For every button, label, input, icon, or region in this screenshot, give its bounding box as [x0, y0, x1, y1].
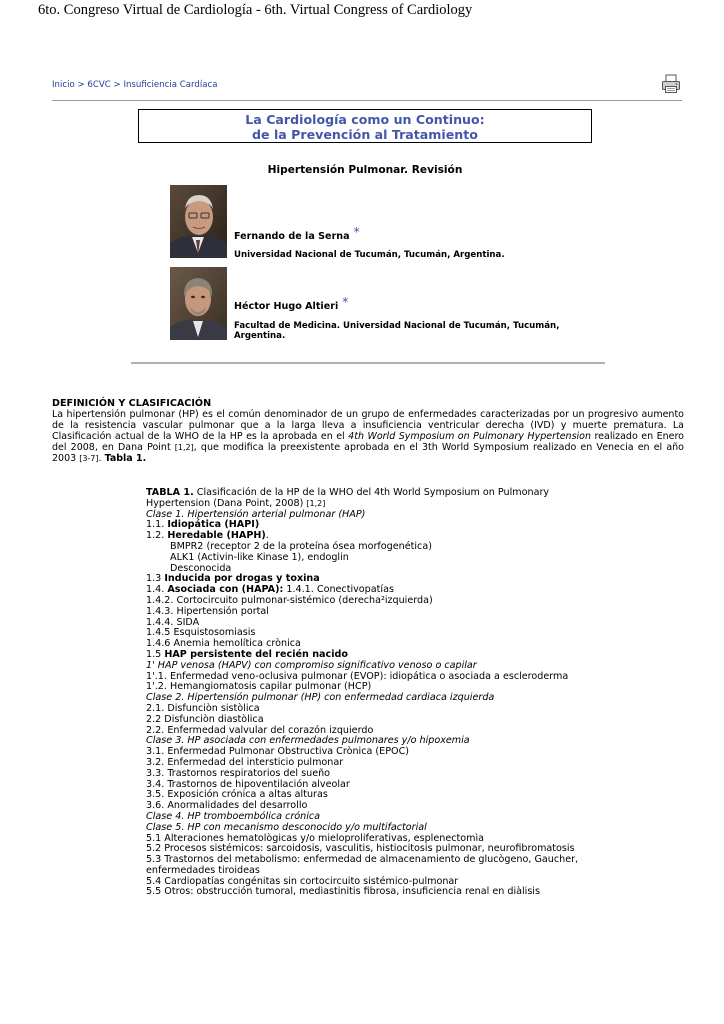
table-caption-text: Clasificación de la HP de la WHO del 4th World Symposium on Pulmonary Hypertension (Dana Point, 2008) [146, 487, 550, 509]
table-line-text: HAP persistente del recién nacido [164, 648, 348, 660]
table-line: 2.2 Disfunciòn diastòlica [146, 713, 264, 725]
authors-divider [131, 362, 605, 364]
table-line: 1'.2. Hemangiomatosis capilar pulmonar (HCP) [146, 681, 372, 693]
table-line: 1.4.5 Esquistosomiasis [146, 627, 256, 639]
table-line: 3.1. Enfermedad Pulmonar Obstructiva Crònica (EPOC) [146, 746, 410, 758]
table-line: 5.4 Cardiopatías congénitas sin cortocircuito sistémico-pulmonar [146, 875, 459, 887]
table-line: 2.2. Enfermedad valvular del corazón izquierdo [146, 724, 374, 736]
breadcrumb-section-link[interactable]: Insuficiencia Cardíaca [123, 80, 218, 90]
table-line-text: Asociada con (HAPA): [167, 584, 284, 596]
table-line: 5.3 Trastornos del metabolismo: enfermedad de almacenamiento de glucògeno, Gaucher, enfermedades tiroideas [146, 854, 579, 876]
table-line: Clase 4. HP tromboembólica crónica [146, 810, 321, 822]
intro-text: realizado en Enero del 2008, en Dana Point [52, 431, 684, 453]
congress-banner [138, 109, 592, 143]
table-line: Clase 2. Hipertensión pulmonar (HP) con enfermedad cardiaca izquierda [146, 692, 495, 704]
intro-paragraph [52, 409, 684, 464]
author-name-text: Héctor Hugo Altieri [234, 301, 339, 312]
section-heading: DEFINICIÓN Y CLASIFICACIÓN [52, 398, 212, 409]
table-line: Clase 3. HP asociada con enfermedades pulmonares y/o hipoxemia [146, 735, 470, 747]
table-line: Desconocida [170, 562, 232, 574]
banner-line-2: de la Prevención al Tratamiento [252, 127, 478, 142]
intro-emphasis: 4th World Symposium on Pulmonary Hypertension [348, 431, 591, 442]
intro-text: La hipertensión pulmonar (HP) es el común denominador de un grupo de enfermedades caracterizadas por un progresivo aumento de la resistencia vascular pulmonar que a la larga lleva a insuficiencia ventricular derecha (IVD) y muerte prematura. La Clasificación actual de la WHO de la HP es la aprobada en el [52, 409, 684, 442]
citation-ref[interactable]: [1,2] [174, 443, 194, 452]
citation-ref[interactable]: [3-7] [79, 454, 99, 463]
table-line: 2.1. Disfunciòn sistòlica [146, 702, 260, 714]
table-line-number: 1.2. [146, 530, 168, 542]
author-photo [170, 267, 227, 340]
article-title: Hipertensión Pulmonar. Revisión [267, 164, 463, 176]
author-name-text: Fernando de la Serna [234, 231, 350, 242]
author-footnote-marker[interactable]: * [342, 295, 349, 309]
intro-text: , que modifica la preexistente aprobada en el 3th World Symposium realizado en Venecia en el año 2003 [52, 442, 684, 464]
citation-ref[interactable]: [1,2] [306, 498, 326, 508]
breadcrumb-congress-link[interactable]: 6CVC [87, 80, 111, 90]
table-line-text: . [265, 530, 269, 542]
table-line-text: Heredable (HAPH) [167, 530, 266, 542]
classification-table [146, 488, 586, 898]
table-label: TABLA 1. [146, 487, 194, 498]
table-line-number: 1.3 [146, 573, 165, 585]
table-line: 1.4.2. Cortocircuito pulmonar-sistémico (derecha²izquierda) [146, 594, 433, 606]
table-line: 3.2. Enfermedad del intersticio pulmonar [146, 756, 344, 768]
table-line: 1'.1. Enfermedad veno-oclusiva pulmonar (EVOP): idiopática o asociada a escleroderma [146, 670, 569, 682]
author-photo [170, 185, 227, 258]
site-title: 6to. Congreso Virtual de Cardiología - 6th. Virtual Congress of Cardiology [38, 2, 473, 18]
breadcrumb-separator: > [74, 80, 88, 90]
author-name [234, 225, 360, 242]
table-line: BMPR2 (receptor 2 de la proteína ósea morfogenética) [170, 540, 432, 552]
table-line: 3.4. Trastornos de hipoventilación alveolar [146, 778, 350, 790]
table-line: 3.3. Trastornos respiratorios del sueño [146, 767, 331, 779]
table-line: 5.5 Otros: obstrucción tumoral, mediastinitis fibrosa, insuficiencia renal en diàlisis [146, 886, 540, 898]
table-line: Clase 5. HP con mecanismo desconocido y/o multifactorial [146, 821, 427, 833]
breadcrumb-separator: > [110, 80, 124, 90]
table-line-number: 1.1. [146, 519, 168, 531]
table-line: 5.1 Alteraciones hematològicas y/o mieloproliferativas, esplenectomìa [146, 832, 485, 844]
printer-icon[interactable] [661, 74, 681, 94]
author-affiliation: Universidad Nacional de Tucumán, Tucumán, Argentina. [234, 250, 505, 260]
header-divider [52, 100, 682, 101]
table-line: 1' HAP venosa (HAPV) con compromiso significativo venoso o capilar [146, 659, 477, 671]
table-line: Clase 1. Hipertensión arterial pulmonar (HAP) [146, 508, 366, 520]
table-line-text: Inducida por drogas y toxina [164, 573, 320, 585]
author-footnote-marker[interactable]: * [353, 225, 360, 239]
table-line: 5.2 Procesos sistémicos: sarcoidosis, vasculitis, histiocitosis pulmonar, neurofibromatosis [146, 843, 575, 855]
author-affiliation: Facultad de Medicina. Universidad Nacional de Tucumán, Tucumán, Argentina. [234, 321, 560, 341]
table-line: 3.6. Anormalidades del desarrollo [146, 800, 308, 812]
breadcrumb-home-link[interactable]: Inicio [52, 80, 75, 90]
table-line-number: 1.5 [146, 648, 165, 660]
banner-line-1: La Cardiología como un Continuo: [245, 112, 485, 127]
table-line: 1.4.4. SIDA [146, 616, 200, 628]
table-line: 1.4.6 Anemia hemolítica crònica [146, 638, 301, 650]
table-line: ALK1 (Activin-like Kinase 1), endoglin [170, 551, 349, 563]
breadcrumb [52, 80, 217, 90]
table-line: 3.5. Exposición crónica a altas alturas [146, 789, 328, 801]
table-line-text: 1.4.1. Conectivopatías [283, 584, 394, 596]
intro-text: . [98, 453, 105, 464]
table-line: 1.4.3. Hipertensión portal [146, 605, 269, 617]
author-name [234, 295, 349, 312]
table-caption [146, 488, 586, 510]
table-reference-link[interactable]: Tabla 1. [104, 453, 147, 464]
table-line-text: Idiopática (HAPI) [167, 519, 260, 531]
table-line-number: 1.4. [146, 584, 168, 596]
